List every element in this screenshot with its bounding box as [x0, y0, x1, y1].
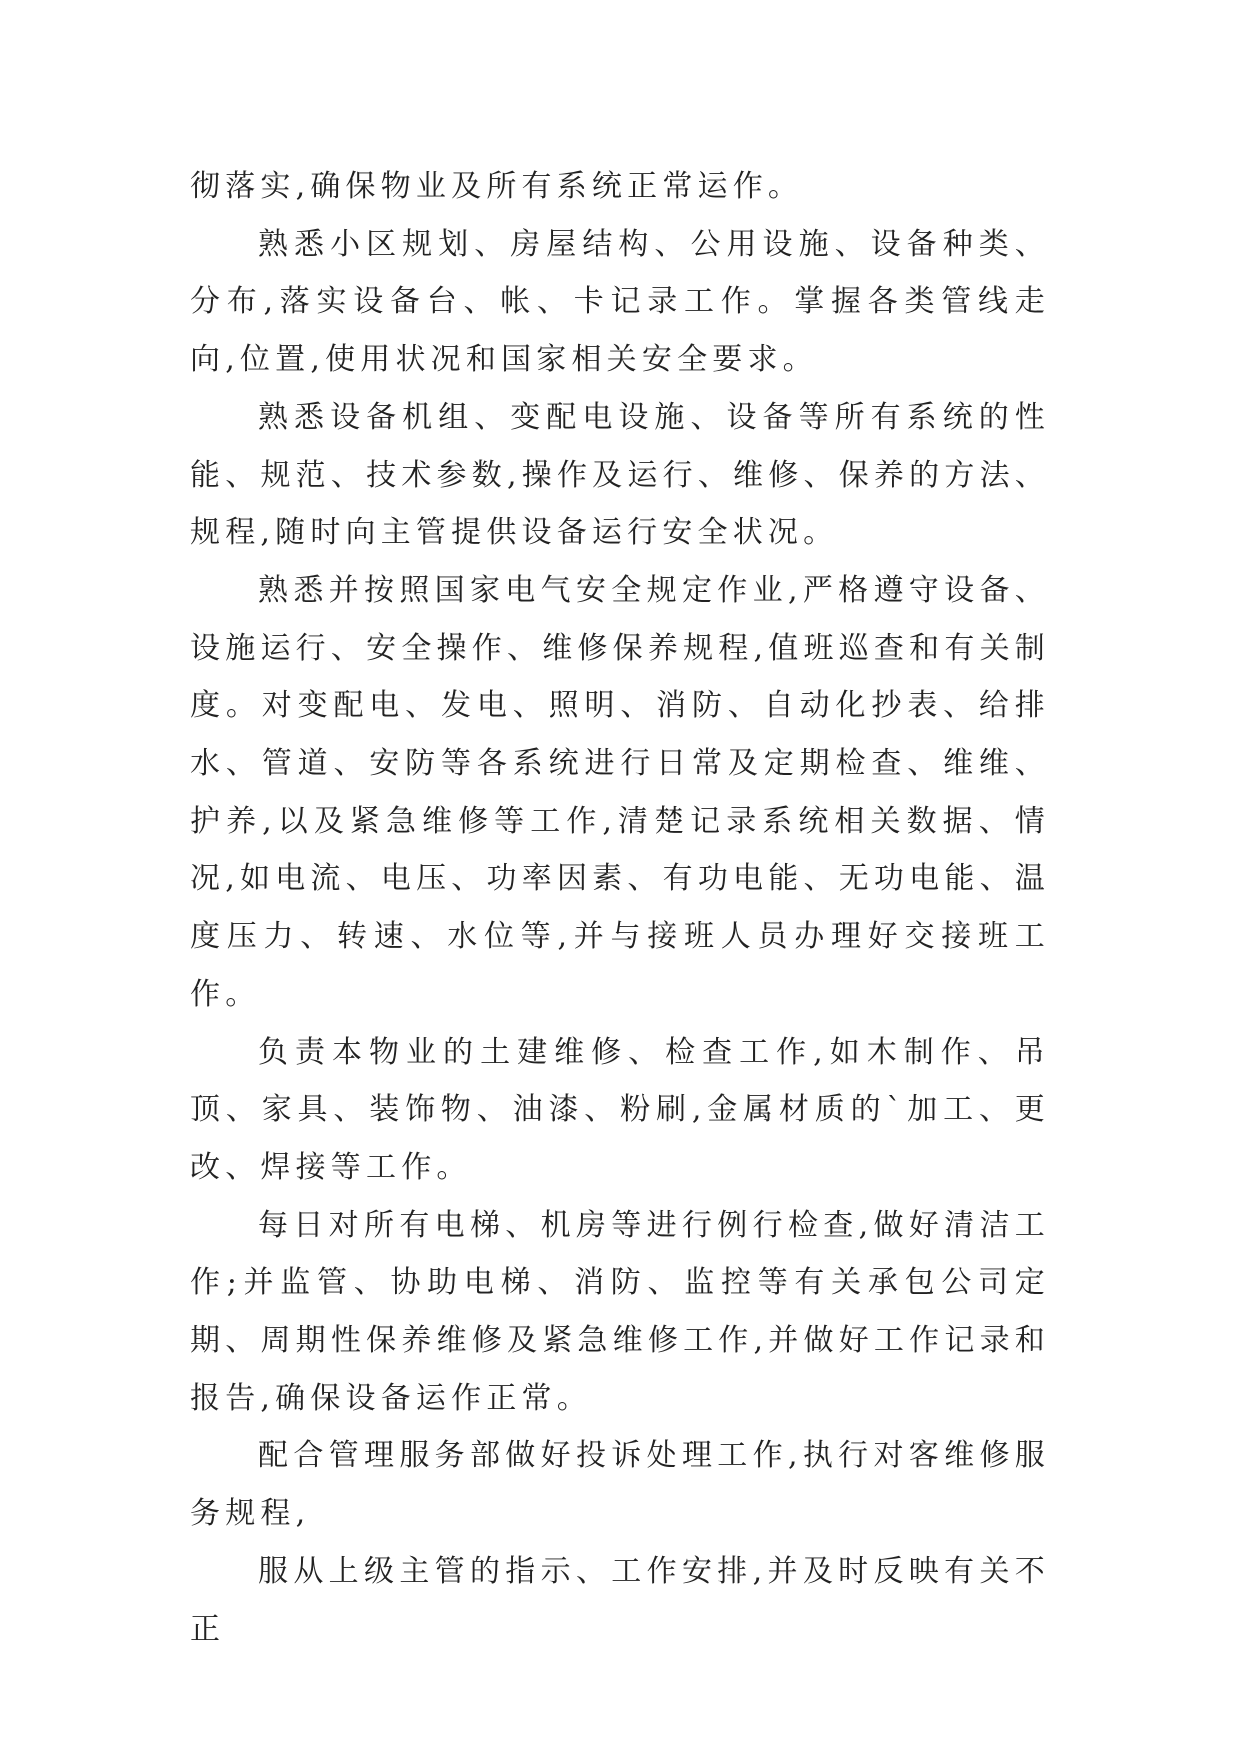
document-body	[190, 158, 1050, 1658]
paragraph: 熟悉小区规划、房屋结构、公用设施、设备种类、分布,落实设备台、帐、卡记录工作。掌握各类管线走向,位置,使用状况和国家相关安全要求。	[190, 226, 1050, 378]
paragraph: 服从上级主管的指示、工作安排,并及时反映有关不正	[190, 1553, 1050, 1647]
paragraph: 负责本物业的土建维修、检查工作,如木制作、吊顶、家具、装饰物、油漆、粉刷,金属材质的`加工、更改、焊接等工作。	[190, 1034, 1050, 1185]
paragraph: 每日对所有电梯、机房等进行例行检查,做好清洁工作;并监管、协助电梯、消防、监控等有关承包公司定期、周期性保养维修及紧急维修工作,并做好工作记录和报告,确保设备运作正常。	[190, 1207, 1050, 1416]
paragraph: 配合管理服务部做好投诉处理工作,执行对客维修服务规程,	[190, 1438, 1050, 1532]
paragraph: 彻落实,确保物业及所有系统正常运作。	[190, 169, 804, 204]
paragraph: 熟悉设备机组、变配电设施、设备等所有系统的性能、规范、技术参数,操作及运行、维修、保养的方法、规程,随时向主管提供设备运行安全状况。	[190, 399, 1050, 551]
paragraph: 熟悉并按照国家电气安全规定作业,严格遵守设备、设施运行、安全操作、维修保养规程,值班巡查和有关制度。对变配电、发电、照明、消防、自动化抄表、给排水、管道、安防等各系统进行日常及定期检查、维维、护养,以及紧急维修等工作,清楚记录系统相关数据、情况,如电流、电压、功率因素、有功电能、无功电能、温度压力、转速、水位等,并与接班人员办理好交接班工作。	[190, 572, 1050, 1012]
